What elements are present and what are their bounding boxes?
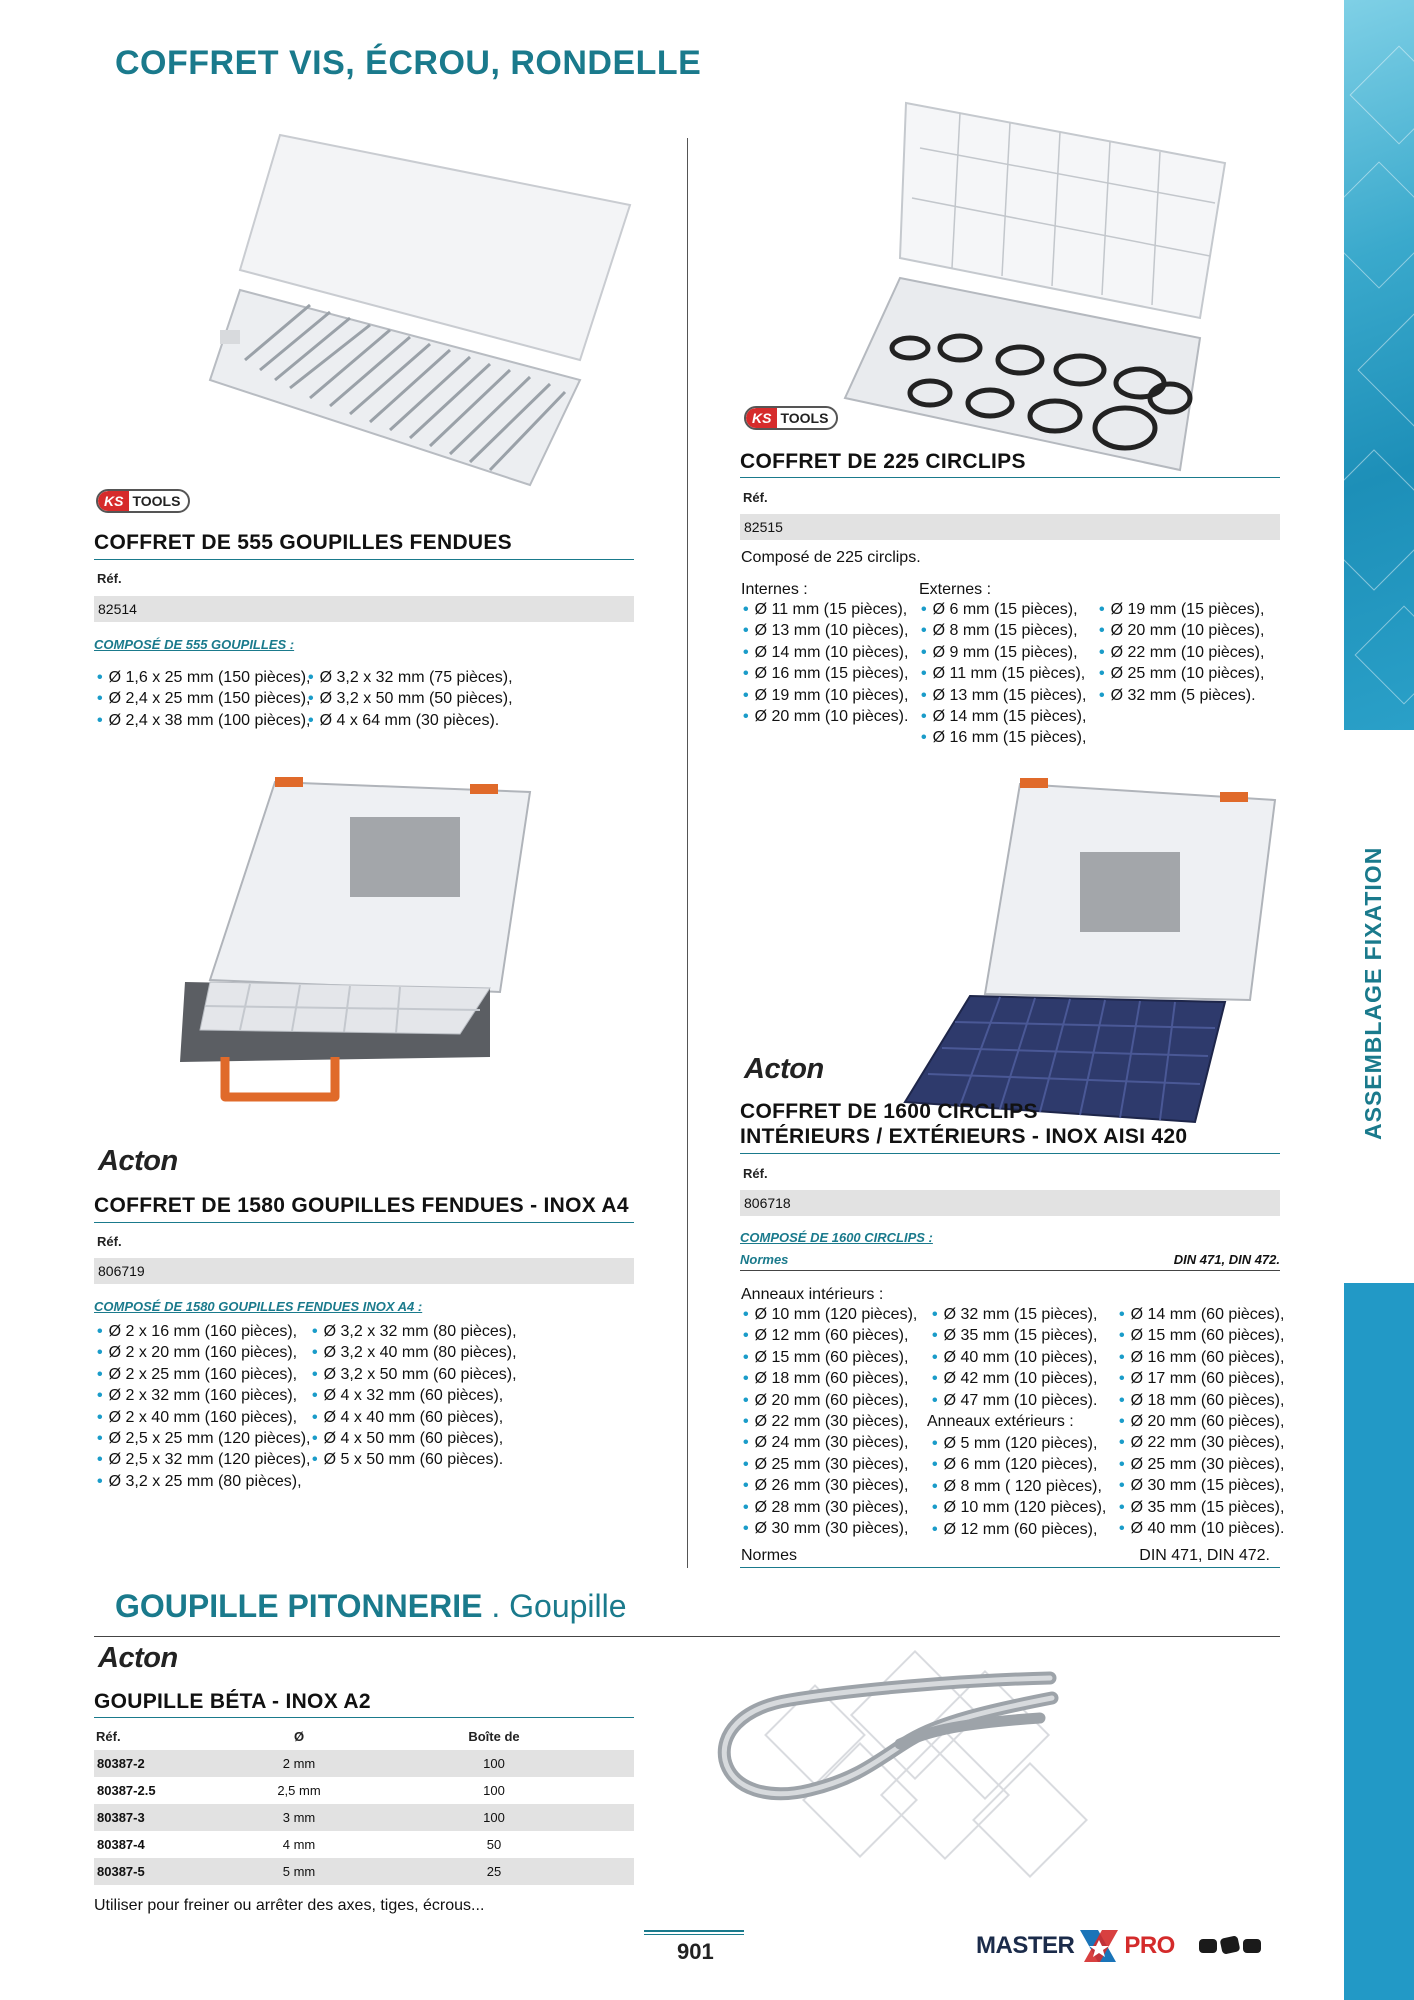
list-item: • Ø 28 mm (30 pièces),	[743, 1497, 917, 1518]
list-item: • Ø 32 mm (5 pièces).	[1099, 685, 1264, 706]
title-rule	[740, 477, 1280, 478]
list-item: • Ø 20 mm (10 pièces).	[743, 706, 908, 727]
ref-value: 82515	[740, 514, 1280, 540]
col-header-diameter: Ø	[293, 1728, 305, 1744]
list-item: • Ø 40 mm (10 pièces),	[932, 1347, 1097, 1368]
title-rule	[94, 1222, 634, 1223]
side-tab-block	[1344, 1283, 1414, 2000]
product-title-80387: GOUPILLE BÉTA - INOX A2	[94, 1690, 371, 1713]
list-item: • Ø 3,2 x 50 mm (60 pièces),	[312, 1364, 517, 1385]
list-item: • Ø 22 mm (30 pièces),	[743, 1411, 917, 1432]
list-item: • Ø 11 mm (15 pièces),	[743, 599, 908, 620]
product-title-82515: COFFRET DE 225 CIRCLIPS	[740, 450, 1026, 473]
externes-list-a	[921, 599, 1086, 749]
product-title-806718-line1: COFFRET DE 1600 CIRCLIPS	[740, 1100, 1038, 1123]
product-image-circlips-case	[840, 98, 1230, 473]
list-item: • Ø 2 x 40 mm (160 pièces),	[97, 1407, 310, 1428]
ref-label: Réf.	[743, 490, 768, 505]
list-item: • Ø 1,6 x 25 mm (150 pièces),	[97, 667, 310, 688]
interieurs-list-b	[932, 1304, 1097, 1411]
list-item: • Ø 16 mm (60 pièces),	[1119, 1347, 1284, 1368]
normes-foot-value: DIN 471, DIN 472.	[1139, 1547, 1270, 1564]
section-title-bold: GOUPILLE PITONNERIE	[115, 1588, 483, 1624]
title-rule	[740, 1153, 1280, 1154]
table-cell: 25	[354, 1858, 634, 1885]
page-number-rule	[644, 1934, 744, 1935]
acton-logo: Acton	[744, 1053, 824, 1085]
list-item: • Ø 8 mm ( 120 pièces),	[932, 1476, 1106, 1497]
normes-label: Normes	[740, 1252, 789, 1267]
list-item: • Ø 14 mm (10 pièces),	[743, 642, 908, 663]
list-item: • Ø 30 mm (15 pièces),	[1119, 1475, 1284, 1496]
page-number: 901	[677, 1939, 714, 1964]
list-item: • Ø 16 mm (15 pièces),	[743, 663, 908, 684]
list-item: • Ø 22 mm (10 pièces),	[1099, 642, 1264, 663]
list-item: • Ø 3,2 x 40 mm (80 pièces),	[312, 1342, 517, 1363]
acton-logo: Acton	[98, 1642, 178, 1674]
table-cell: 80387-3	[94, 1804, 244, 1831]
acton-logo: Acton	[98, 1145, 178, 1177]
list-item: • Ø 9 mm (15 pièces),	[921, 642, 1086, 663]
goupille-table	[94, 1722, 634, 1885]
interieurs-list-c	[1119, 1304, 1284, 1539]
ref-label: Réf.	[97, 571, 122, 586]
side-tab-decoration	[1344, 0, 1414, 730]
normes-value: DIN 471, DIN 472.	[1173, 1252, 1280, 1267]
masterpro-logo	[976, 1926, 1267, 1966]
col-header-ref: Réf.	[96, 1728, 121, 1744]
list-item: • Ø 8 mm (15 pièces),	[921, 620, 1086, 641]
list-item: • Ø 42 mm (10 pièces),	[932, 1368, 1097, 1389]
list-item: • Ø 10 mm (120 pièces),	[743, 1304, 917, 1325]
list-item: • Ø 6 mm (15 pièces),	[921, 599, 1086, 620]
product-title-806719: COFFRET DE 1580 GOUPILLES FENDUES - INOX A4	[94, 1194, 629, 1217]
ks-tools-logo: KS TOOLS	[96, 489, 190, 513]
table-row	[94, 1777, 634, 1804]
exterieurs-label: Anneaux extérieurs :	[927, 1413, 1074, 1430]
list-item: • Ø 5 mm (120 pièces),	[932, 1433, 1106, 1454]
list-item: • Ø 18 mm (60 pièces),	[1119, 1390, 1284, 1411]
usage-note: Utiliser pour freiner ou arrêter des axes, tiges, écrous...	[94, 1897, 485, 1914]
list-item: • Ø 17 mm (60 pièces),	[1119, 1368, 1284, 1389]
ref-value: 806718	[740, 1190, 1280, 1216]
section-title-rest: . Goupille	[482, 1588, 627, 1624]
table-cell: 80387-2.5	[97, 1783, 156, 1798]
composition-label: COMPOSÉ DE 1600 CIRCLIPS :	[740, 1230, 933, 1245]
page-number-rule	[644, 1930, 744, 1932]
table-cell: 100	[483, 1783, 505, 1798]
product-image-beta-pin	[700, 1640, 1170, 1890]
list-item: • Ø 13 mm (15 pièces),	[921, 685, 1086, 706]
ref-value: 82514	[94, 596, 634, 622]
normes-foot-rule	[740, 1567, 1280, 1568]
list-item: • Ø 20 mm (60 pièces),	[743, 1390, 917, 1411]
composition-label: COMPOSÉ DE 555 GOUPILLES :	[94, 637, 295, 652]
list-item: • Ø 32 mm (15 pièces),	[932, 1304, 1097, 1325]
product-image-goupilles-case	[200, 130, 640, 490]
column-divider	[687, 138, 688, 1568]
product-image-acton-case-grey	[140, 772, 540, 1112]
list-item: • Ø 14 mm (60 pièces),	[1119, 1304, 1284, 1325]
list-item: • Ø 16 mm (15 pièces),	[921, 727, 1086, 748]
list-item: • Ø 20 mm (60 pièces),	[1119, 1411, 1284, 1432]
composition-text: Composé de 225 circlips.	[741, 549, 921, 566]
table-row	[94, 1804, 634, 1831]
list-item: • Ø 5 x 50 mm (60 pièces).	[312, 1449, 517, 1470]
list-item: • Ø 2 x 20 mm (160 pièces),	[97, 1342, 310, 1363]
list-item: • Ø 2 x 25 mm (160 pièces),	[97, 1364, 310, 1385]
list-item: • Ø 4 x 50 mm (60 pièces),	[312, 1428, 517, 1449]
list-item: • Ø 2 x 16 mm (160 pièces),	[97, 1321, 310, 1342]
list-item: • Ø 2 x 32 mm (160 pièces),	[97, 1385, 310, 1406]
normes-rule	[740, 1270, 1280, 1271]
table-cell: 80387-4	[97, 1837, 145, 1852]
list-item: • Ø 19 mm (15 pièces),	[1099, 599, 1264, 620]
table-cell: 5 mm	[244, 1858, 354, 1885]
list-item: • Ø 35 mm (15 pièces),	[932, 1325, 1097, 1346]
normes-foot-label: Normes	[741, 1547, 798, 1564]
page-title: COFFRET VIS, ÉCROU, RONDELLE	[115, 44, 702, 82]
list-item: • Ø 3,2 x 25 mm (80 pièces),	[97, 1471, 310, 1492]
table-cell: 2 mm	[244, 1750, 354, 1777]
title-rule	[94, 559, 634, 560]
ks-tools-logo: KS TOOLS	[744, 406, 838, 430]
list-item: • Ø 20 mm (10 pièces),	[1099, 620, 1264, 641]
list-item: • Ø 10 mm (120 pièces),	[932, 1497, 1106, 1518]
list-item: • Ø 12 mm (60 pièces),	[932, 1519, 1106, 1540]
list-item: • Ø 40 mm (10 pièces).	[1119, 1518, 1284, 1539]
table-cell: 100	[354, 1750, 634, 1777]
list-item: • Ø 35 mm (15 pièces),	[1119, 1497, 1284, 1518]
table-cell: 100	[354, 1804, 634, 1831]
section-title	[115, 1588, 627, 1625]
composition-list-col2	[312, 1321, 517, 1471]
decorative-blocks-icon	[1197, 1935, 1267, 1957]
list-item: • Ø 12 mm (60 pièces),	[743, 1325, 917, 1346]
list-item: • Ø 11 mm (15 pièces),	[921, 663, 1086, 684]
internes-label: Internes :	[741, 581, 808, 598]
list-item: • Ø 2,4 x 25 mm (150 pièces),	[97, 688, 310, 709]
list-item: • Ø 22 mm (30 pièces),	[1119, 1432, 1284, 1453]
list-item: • Ø 2,5 x 32 mm (120 pièces),	[97, 1449, 310, 1470]
list-item: • Ø 3,2 x 32 mm (80 pièces),	[312, 1321, 517, 1342]
masterpro-logo-left: MASTER	[976, 1932, 1075, 1959]
table-cell: 50	[486, 1837, 502, 1852]
list-item: • Ø 19 mm (10 pièces),	[743, 685, 908, 706]
composition-list-col1	[97, 667, 310, 731]
list-item: • Ø 3,2 x 32 mm (75 pièces),	[308, 667, 513, 688]
table-cell: 2,5 mm	[277, 1783, 321, 1798]
ref-label: Réf.	[743, 1166, 768, 1181]
ref-label: Réf.	[97, 1234, 122, 1249]
product-image-acton-case-blue	[890, 772, 1290, 1132]
title-rule	[94, 1717, 634, 1718]
section-rule	[94, 1636, 1280, 1637]
list-item: • Ø 2,4 x 38 mm (100 pièces),	[97, 710, 310, 731]
list-item: • Ø 26 mm (30 pièces),	[743, 1475, 917, 1496]
table-header-row	[94, 1722, 634, 1750]
list-item: • Ø 2,5 x 25 mm (120 pièces),	[97, 1428, 310, 1449]
side-tab-label: ASSEMBLAGE FIXATION	[1360, 846, 1386, 1140]
list-item: • Ø 47 mm (10 pièces).	[932, 1390, 1097, 1411]
list-item: • Ø 4 x 40 mm (60 pièces),	[312, 1407, 517, 1428]
product-title-806718-line2: INTÉRIEURS / EXTÉRIEURS - INOX AISI 420	[740, 1125, 1188, 1148]
composition-list-col2	[308, 667, 513, 731]
list-item: • Ø 30 mm (30 pièces),	[743, 1518, 917, 1539]
table-cell: 4 mm	[282, 1837, 316, 1852]
list-item: • Ø 25 mm (10 pièces),	[1099, 663, 1264, 684]
col-header-box: Boîte de	[468, 1728, 520, 1744]
list-item: • Ø 13 mm (10 pièces),	[743, 620, 908, 641]
table-cell: 80387-2	[94, 1750, 244, 1777]
table-cell: 3 mm	[244, 1804, 354, 1831]
table-cell: 80387-5	[94, 1858, 244, 1885]
table-row	[94, 1750, 634, 1777]
externes-label: Externes :	[919, 581, 992, 598]
externes-list-b	[1099, 599, 1264, 706]
interieurs-label: Anneaux intérieurs :	[741, 1286, 884, 1303]
list-item: • Ø 18 mm (60 pièces),	[743, 1368, 917, 1389]
list-item: • Ø 14 mm (15 pièces),	[921, 706, 1086, 727]
list-item: • Ø 6 mm (120 pièces),	[932, 1454, 1106, 1475]
list-item: • Ø 25 mm (30 pièces),	[1119, 1454, 1284, 1475]
composition-list-col1	[97, 1321, 310, 1492]
list-item: • Ø 25 mm (30 pièces),	[743, 1454, 917, 1475]
ref-value: 806719	[94, 1258, 634, 1284]
list-item: • Ø 24 mm (30 pièces),	[743, 1432, 917, 1453]
list-item: • Ø 4 x 64 mm (30 pièces).	[308, 710, 513, 731]
composition-label: COMPOSÉ DE 1580 GOUPILLES FENDUES INOX A4 :	[94, 1299, 423, 1314]
table-row	[94, 1858, 634, 1885]
star-icon	[1076, 1926, 1122, 1966]
interieurs-list	[743, 1304, 917, 1539]
masterpro-logo-right: PRO	[1124, 1932, 1175, 1959]
exterieurs-list	[932, 1433, 1106, 1540]
list-item: • Ø 3,2 x 50 mm (50 pièces),	[308, 688, 513, 709]
product-title-82514: COFFRET DE 555 GOUPILLES FENDUES	[94, 531, 512, 554]
list-item: • Ø 4 x 32 mm (60 pièces),	[312, 1385, 517, 1406]
internes-list	[743, 599, 908, 727]
list-item: • Ø 15 mm (60 pièces),	[1119, 1325, 1284, 1346]
table-row	[94, 1831, 634, 1858]
list-item: • Ø 15 mm (60 pièces),	[743, 1347, 917, 1368]
